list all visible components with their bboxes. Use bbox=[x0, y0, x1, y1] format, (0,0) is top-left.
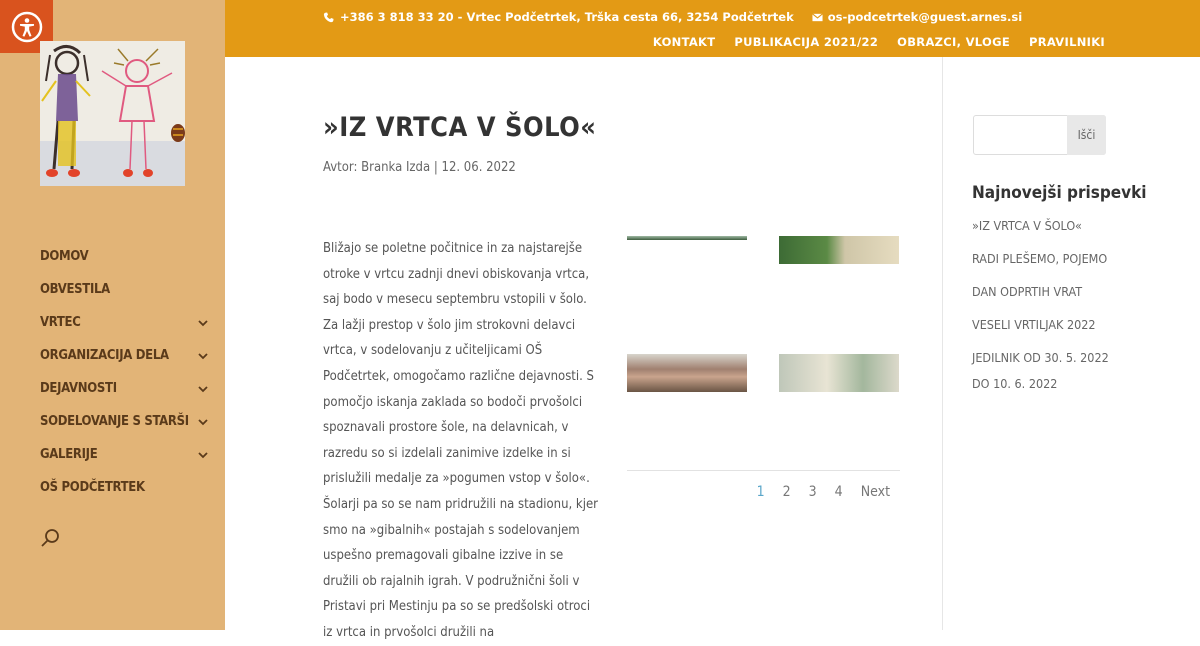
page-link[interactable]: 2 bbox=[782, 484, 791, 500]
nav-item-label: VRTEC bbox=[40, 315, 81, 330]
nav-item-label: DEJAVNOSTI bbox=[40, 381, 117, 396]
gallery-thumbnail[interactable] bbox=[627, 236, 747, 240]
sidebar bbox=[0, 0, 225, 630]
recent-post-link[interactable]: DAN ODPRTIH VRAT bbox=[972, 284, 1083, 299]
nav-item-obvestila[interactable] bbox=[40, 273, 210, 306]
contact-info bbox=[323, 10, 1022, 24]
recent-post-link[interactable]: RADI PLEŠEMO, POJEMO bbox=[972, 251, 1108, 266]
site-logo[interactable] bbox=[40, 41, 185, 186]
nav-item-label: ORGANIZACIJA DELA bbox=[40, 348, 169, 363]
nav-item-label: DOMOV bbox=[40, 249, 89, 264]
chevron-down-icon[interactable] bbox=[196, 316, 210, 330]
chevron-down-icon[interactable] bbox=[196, 415, 210, 429]
top-nav-kontakt[interactable]: KONTAKT bbox=[652, 35, 716, 49]
search-button[interactable]: Išči bbox=[1067, 115, 1106, 155]
chevron-down-icon[interactable] bbox=[196, 382, 210, 396]
post-meta: Avtor: Branka Izda | 12. 06. 2022 bbox=[323, 160, 516, 175]
recent-posts-title: Najnovejši prispevki bbox=[972, 183, 1147, 203]
nav-item-vrtec[interactable] bbox=[40, 306, 210, 339]
email-link[interactable] bbox=[812, 10, 1022, 24]
nav-item-organizacija-dela[interactable] bbox=[40, 339, 210, 372]
email-text: os-podcetrtek@guest.arnes.si bbox=[827, 10, 1023, 24]
top-nav-publikacija[interactable]: PUBLIKACIJA 2021/22 bbox=[734, 35, 879, 49]
nav-item-label: OŠ PODČETRTEK bbox=[40, 480, 145, 495]
nav-item-label: GALERIJE bbox=[40, 447, 98, 462]
top-nav-pravilniki[interactable]: PRAVILNIKI bbox=[1028, 35, 1105, 49]
gallery-thumbnail[interactable] bbox=[779, 236, 899, 264]
recent-post-link[interactable]: VESELI VRTILJAK 2022 bbox=[972, 317, 1096, 332]
nav-item-os-podcetrtek[interactable] bbox=[40, 471, 210, 504]
envelope-icon bbox=[812, 12, 823, 23]
content-divider bbox=[942, 57, 943, 630]
search-icon[interactable] bbox=[40, 527, 62, 549]
next-page-link[interactable]: Next bbox=[860, 484, 890, 500]
phone-address-text[interactable]: +386 3 818 33 20 - Vrtec Podčetrtek, Trška cesta 66, 3254 Podčetrtek bbox=[340, 10, 794, 24]
gallery-thumbnail[interactable] bbox=[627, 354, 747, 392]
recent-posts-list bbox=[972, 213, 1122, 404]
child-drawing-logo bbox=[40, 41, 185, 186]
phone-icon bbox=[323, 12, 334, 23]
accessibility-icon bbox=[11, 11, 43, 43]
top-navigation bbox=[653, 35, 1105, 49]
page-link[interactable]: 3 bbox=[808, 484, 817, 500]
top-nav-obrazci-vloge[interactable]: OBRAZCI, VLOGE bbox=[897, 35, 1010, 49]
main-navigation bbox=[40, 240, 210, 504]
top-header bbox=[225, 0, 1200, 57]
recent-post-link[interactable]: »IZ VRTCA V ŠOLO« bbox=[972, 218, 1082, 233]
page-link[interactable]: 4 bbox=[834, 484, 843, 500]
nav-item-label: SODELOVANJE S STARŠI bbox=[40, 414, 189, 429]
divider bbox=[627, 470, 900, 471]
post-body: Bližajo se poletne počitnice in za najstarejše otroke v vrtcu zadnji dnevi obiskovanja vrtca, saj bodo v mesecu septembru vstopili v šolo. Za lažji prestop v šolo jim strokovni delavci vrtca, v sodelovanju z učiteljicami OŠ Podčetrtek, omogočamo različne dejavnosti. S pomočjo iskanja zaklada so bodoči prvošolci spoznavali prostore šole, na delavnicah, v razredu so si izdelali zanimive izdelke in si prislužili medalje za »pogumen vstop v šolo«. Šolarji pa so se nam pridružili na stadionu, kjer smo na »gibalnih« postajah s sodelovanjem uspešno premagovali gibalne izzive in se družili ob rajalnih igrah. V podružnični šoli v Pristavi pri Mestinju pa so se predšolski otroci iz vrtca in prvošolci družili na bbox=[323, 241, 598, 640]
gallery-thumbnail[interactable] bbox=[779, 354, 899, 392]
chevron-down-icon[interactable] bbox=[196, 448, 210, 462]
nav-item-label: OBVESTILA bbox=[40, 282, 110, 297]
chevron-down-icon[interactable] bbox=[196, 349, 210, 363]
gallery-pagination bbox=[627, 484, 890, 500]
recent-post-link[interactable]: JEDILNIK OD 30. 5. 2022 DO 10. 6. 2022 bbox=[972, 350, 1109, 391]
nav-item-galerije[interactable] bbox=[40, 438, 210, 471]
post-title: »IZ VRTCA V ŠOLO« bbox=[323, 112, 597, 143]
nav-item-dejavnosti[interactable] bbox=[40, 372, 210, 405]
nav-item-domov[interactable] bbox=[40, 240, 210, 273]
nav-item-sodelovanje-s-starsi[interactable] bbox=[40, 405, 210, 438]
page-link-current[interactable]: 1 bbox=[756, 484, 765, 500]
